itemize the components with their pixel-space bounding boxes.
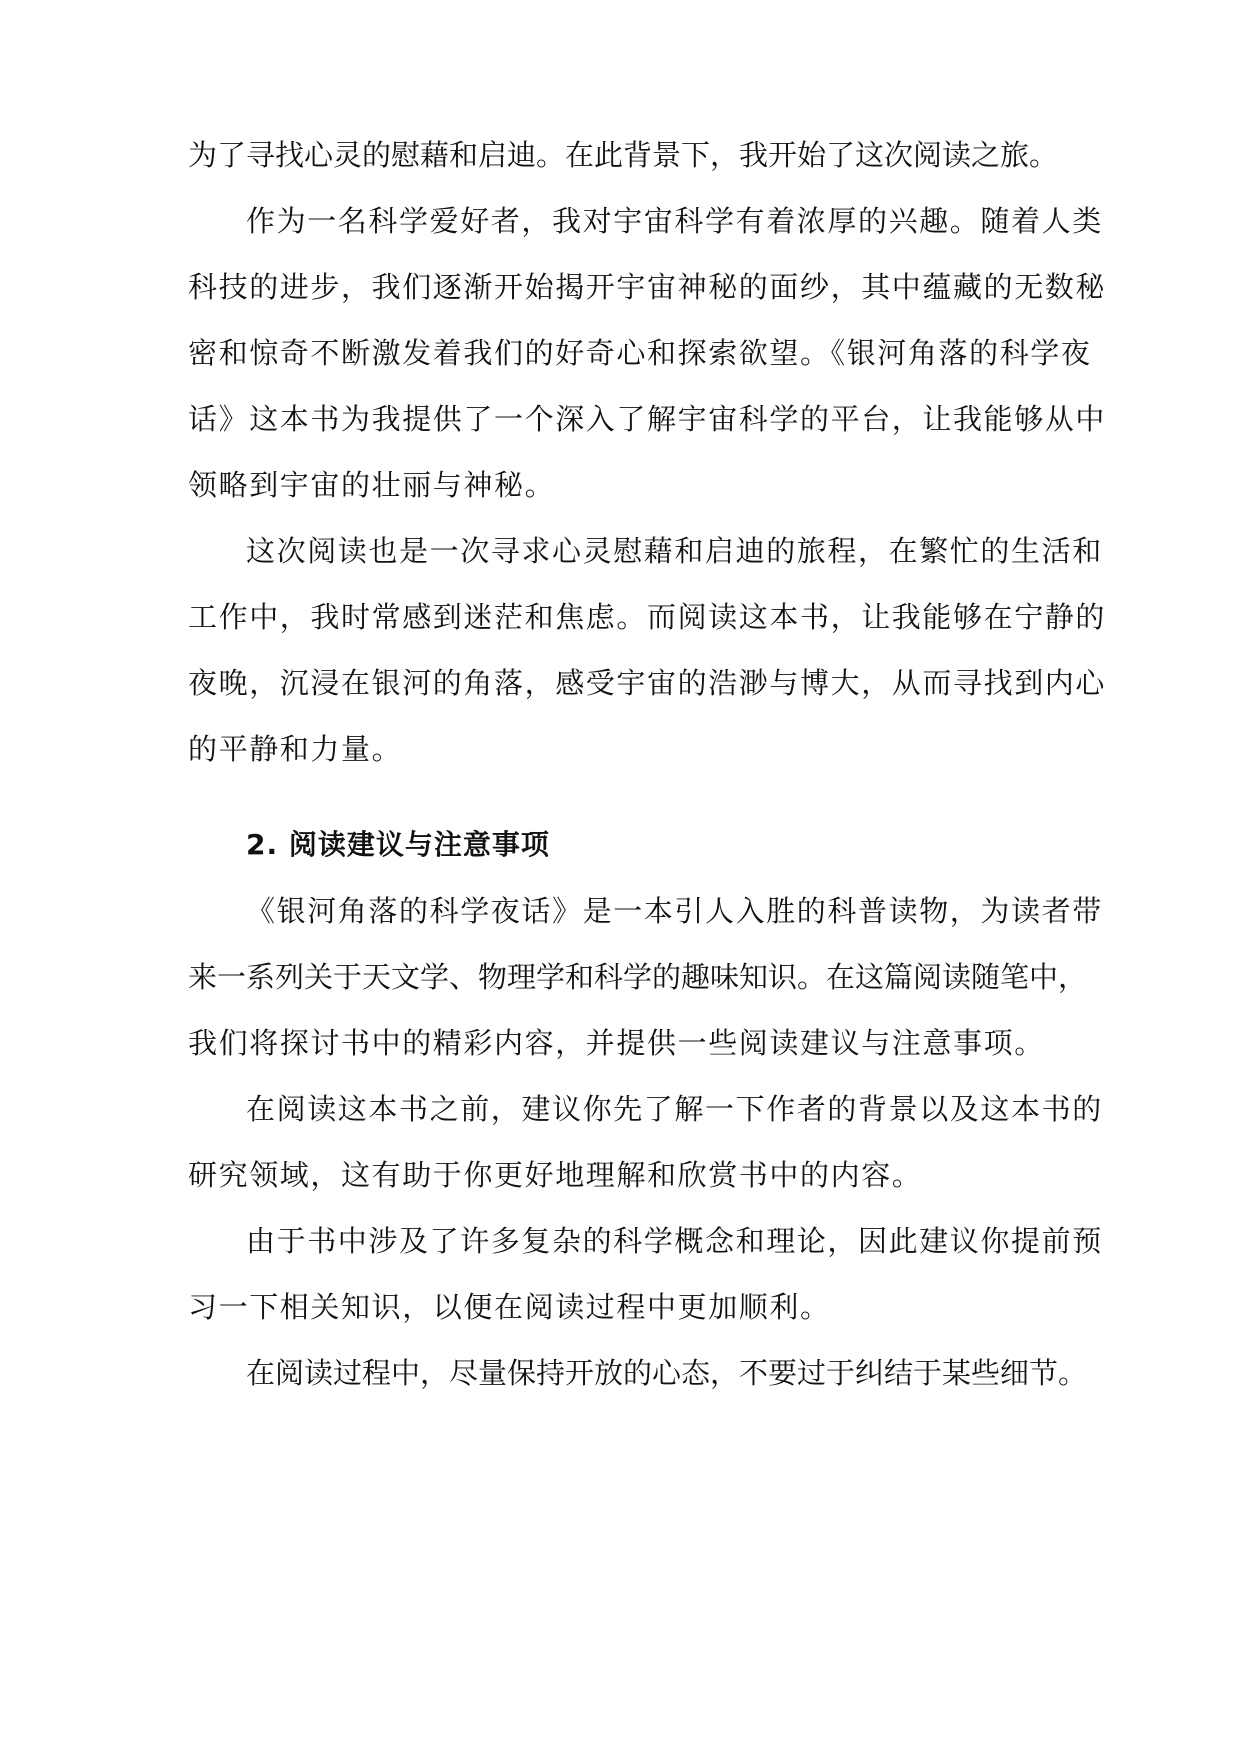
paragraph-line: 的平静和力量。 bbox=[188, 732, 403, 766]
paragraph-line: 来一系列关于天文学、物理学和科学的趣味知识。在这篇阅读随笔中， bbox=[188, 960, 1088, 994]
paragraph-line: 夜晚，沉浸在银河的角落，感受宇宙的浩渺与博大，从而寻找到内心 bbox=[188, 666, 1107, 700]
paragraph-line: 在阅读过程中，尽量保持开放的心态，不要过于纠结于某些细节。 bbox=[246, 1356, 1088, 1390]
paragraph-line: 由于书中涉及了许多复杂的科学概念和理论，因此建议你提前预 bbox=[246, 1224, 1103, 1258]
paragraph-line: 为了寻找心灵的慰藉和启迪。在此背景下，我开始了这次阅读之旅。 bbox=[188, 138, 1059, 172]
paragraph-line: 在阅读这本书之前，建议你先了解一下作者的背景以及这本书的 bbox=[246, 1092, 1103, 1126]
paragraph-line: 作为一名科学爱好者，我对宇宙科学有着浓厚的兴趣。随着人类 bbox=[246, 204, 1103, 238]
paragraph-line: 工作中，我时常感到迷茫和焦虑。而阅读这本书，让我能够在宁静的 bbox=[188, 600, 1107, 634]
paragraph-line: 我们将探讨书中的精彩内容，并提供一些阅读建议与注意事项。 bbox=[188, 1026, 1045, 1060]
paragraph-line: 领略到宇宙的壮丽与神秘。 bbox=[188, 468, 556, 502]
paragraph-line: 话》这本书为我提供了一个深入了解宇宙科学的平台，让我能够从中 bbox=[188, 402, 1107, 436]
section-heading: 2. 阅读建议与注意事项 bbox=[246, 828, 550, 861]
paragraph-line: 研究领域，这有助于你更好地理解和欣赏书中的内容。 bbox=[188, 1158, 923, 1192]
paragraph-line: 《银河角落的科学夜话》是一本引人入胜的科普读物，为读者带 bbox=[246, 894, 1103, 928]
paragraph-line: 这次阅读也是一次寻求心灵慰藉和启迪的旅程，在繁忙的生活和 bbox=[246, 534, 1103, 568]
paragraph-line: 科技的进步，我们逐渐开始揭开宇宙神秘的面纱，其中蕴藏的无数秘 bbox=[188, 270, 1107, 304]
paragraph-line: 习一下相关知识，以便在阅读过程中更加顺利。 bbox=[188, 1290, 831, 1324]
paragraph-line: 密和惊奇不断激发着我们的好奇心和探索欲望。《银河角落的科学夜 bbox=[188, 336, 1092, 370]
